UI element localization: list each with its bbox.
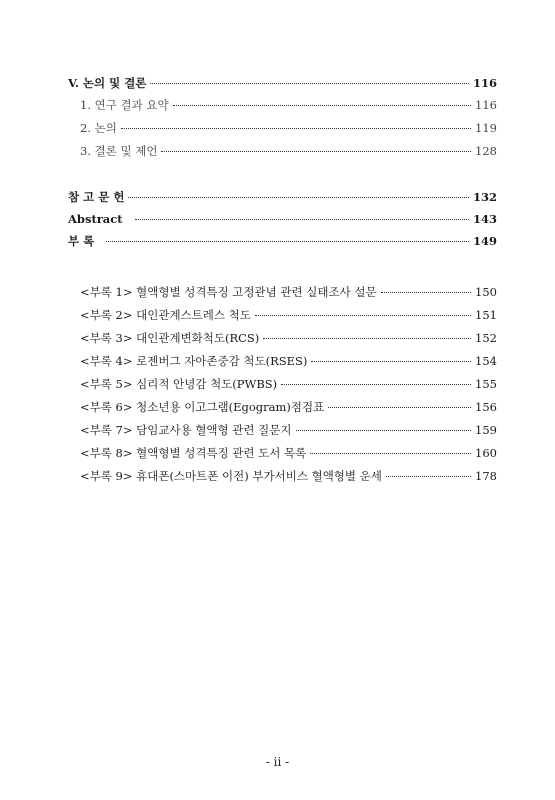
toc-entry-label: 2. 논의 <box>80 121 117 135</box>
toc-entry-section[interactable] <box>80 144 497 158</box>
toc-leader-dots <box>381 292 471 293</box>
toc-entry-page: 159 <box>475 423 497 437</box>
toc-entry-page: 178 <box>475 469 497 483</box>
toc-entry-references[interactable] <box>68 190 497 204</box>
toc-entry-label: <부록 1> 혈액형별 성격특징 고정관념 관련 실태조사 설문 <box>80 285 377 299</box>
toc-entry-section[interactable] <box>80 121 497 135</box>
toc-entry-appendix-item[interactable] <box>80 285 497 299</box>
toc-leader-dots <box>150 83 469 84</box>
toc-entry-chapter-5[interactable] <box>68 76 497 90</box>
toc-entry-page: 154 <box>475 354 497 368</box>
toc-leader-dots <box>161 151 471 152</box>
page-number: - ii - <box>265 755 290 769</box>
toc-entry-page: 116 <box>472 76 497 90</box>
toc-entry-appendix-item[interactable] <box>80 446 497 460</box>
toc-entry-appendix-item[interactable] <box>80 423 497 437</box>
toc-entry-label: 3. 결론 및 제언 <box>80 144 158 158</box>
toc-entry-label: V. 논의 및 결론 <box>68 76 147 90</box>
toc-entry-label: 부 록 <box>68 234 95 248</box>
toc-entry-label: Abstract <box>68 212 123 226</box>
toc-leader-dots <box>255 315 471 316</box>
toc-entry-appendix-item[interactable] <box>80 377 497 391</box>
toc-entry-abstract[interactable] <box>68 212 497 226</box>
toc-leader-dots <box>121 128 471 129</box>
toc-leader-dots <box>106 241 469 242</box>
toc-entry-label: <부록 9> 휴대폰(스마트폰 이전) 부가서비스 혈액형별 운세 <box>80 469 382 483</box>
toc-entry-label: 참 고 문 헌 <box>68 190 125 204</box>
toc-entry-label: <부록 7> 담임교사용 혈액형 관련 질문지 <box>80 423 292 437</box>
toc-entry-page: 151 <box>475 308 497 322</box>
toc-entry-label: <부록 8> 혈액형별 성격특징 관련 도서 목록 <box>80 446 307 460</box>
toc-entry-label: <부록 3> 대인관계변화척도(RCS) <box>80 331 260 345</box>
toc-leader-dots <box>310 453 471 454</box>
toc-entry-page: 149 <box>472 234 497 248</box>
toc-entry-page: 143 <box>472 212 497 226</box>
toc-entry-label: <부록 6> 청소년용 이고그램(Egogram)점검표 <box>80 400 325 414</box>
toc-entry-page: 152 <box>475 331 497 345</box>
toc-entry-label: <부록 5> 심리적 안녕감 척도(PWBS) <box>80 377 278 391</box>
toc-leader-dots <box>328 407 471 408</box>
toc-entry-page: 119 <box>475 121 497 135</box>
toc-entry-appendix[interactable] <box>68 234 497 248</box>
toc-entry-appendix-item[interactable] <box>80 354 497 368</box>
toc-entry-label: 1. 연구 결과 요약 <box>80 98 169 112</box>
toc-entry-page: 150 <box>475 285 497 299</box>
toc-entry-label: <부록 4> 로젠버그 자아존중감 척도(RSES) <box>80 354 308 368</box>
toc-entry-page: 128 <box>475 144 497 158</box>
toc-leader-dots <box>311 361 471 362</box>
toc-entry-page: 155 <box>475 377 497 391</box>
toc-entry-label: <부록 2> 대인관계스트레스 척도 <box>80 308 251 322</box>
toc-entry-page: 132 <box>472 190 497 204</box>
toc-entry-page: 160 <box>475 446 497 460</box>
toc-leader-dots <box>263 338 471 339</box>
toc-leader-dots <box>296 430 472 431</box>
toc-entry-appendix-item[interactable] <box>80 400 497 414</box>
toc-entry-appendix-item[interactable] <box>80 331 497 345</box>
toc-leader-dots <box>173 105 471 106</box>
toc-entry-page: 116 <box>475 98 497 112</box>
toc-entry-section[interactable] <box>80 98 497 112</box>
toc-leader-dots <box>135 219 469 220</box>
toc-leader-dots <box>128 197 469 198</box>
toc-entry-appendix-item[interactable] <box>80 469 497 483</box>
toc-leader-dots <box>386 476 471 477</box>
toc-entry-appendix-item[interactable] <box>80 308 497 322</box>
toc-leader-dots <box>281 384 471 385</box>
toc-entry-page: 156 <box>475 400 497 414</box>
